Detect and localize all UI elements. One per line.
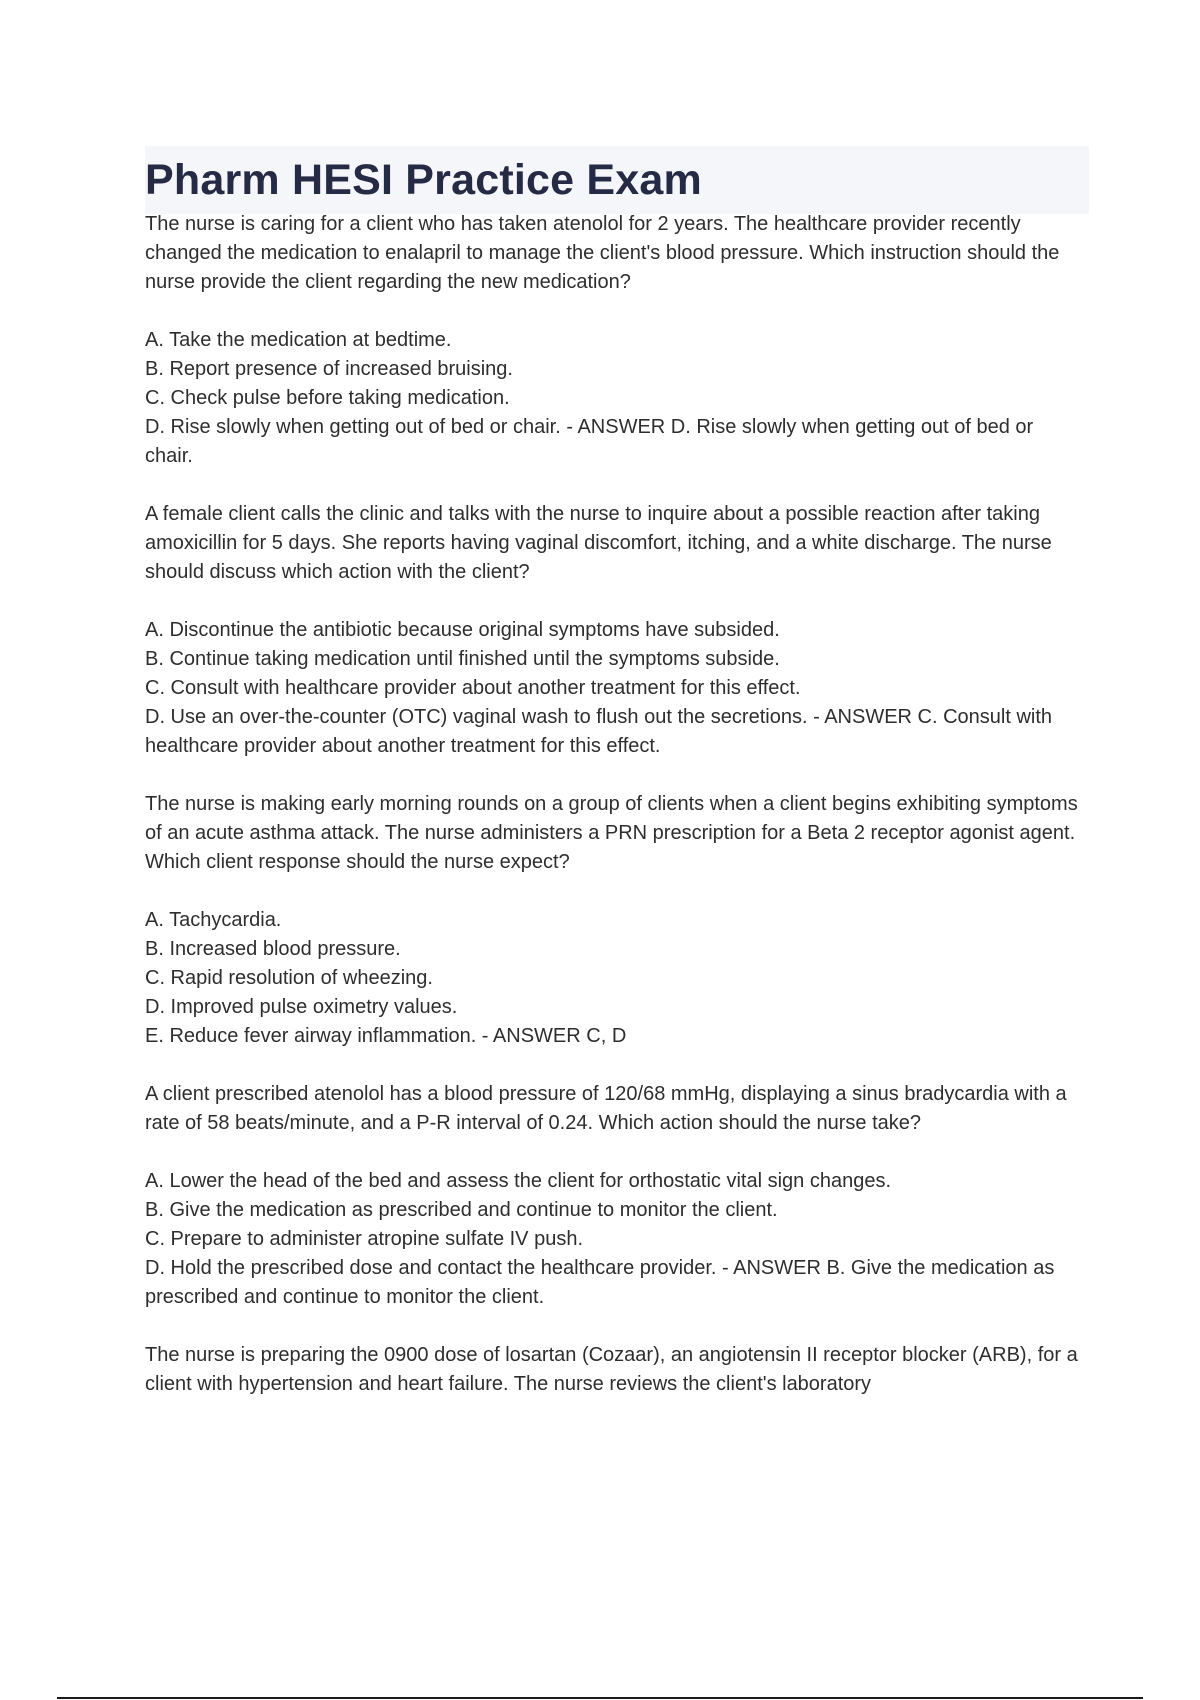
page-title: Pharm HESI Practice Exam [145, 156, 702, 204]
page-bottom-rule [57, 1697, 1143, 1699]
answer-option: A. Take the medication at bedtime. [145, 329, 452, 351]
question-stem: A client prescribed atenolol has a blood pressure of 120/68 mmHg, displaying a sinus bradycardia with a rate of 58 beats/minute, and a P-R interval of 0.24. Which action should the nurse take? [145, 1083, 1067, 1134]
answer-option: D. Hold the prescribed dose and contact the healthcare provider. - ANSWER B. Give the medication as prescribed and continue to monitor the client. [145, 1257, 1055, 1308]
answer-option: D. Improved pulse oximetry values. [145, 996, 458, 1018]
answer-option: B. Report presence of increased bruising. [145, 358, 513, 380]
question-list [145, 210, 1085, 1428]
question-stem: The nurse is making early morning rounds on a group of clients when a client begins exhibiting symptoms of an acute asthma attack. The nurse administers a PRN prescription for a Beta 2 receptor agonist agent. Which client response should the nurse expect? [145, 793, 1078, 873]
answer-option: B. Increased blood pressure. [145, 938, 401, 960]
question-1 [145, 210, 1085, 471]
question-stem: The nurse is preparing the 0900 dose of losartan (Cozaar), an angiotensin II receptor blocker (ARB), for a client with hypertension and heart failure. The nurse reviews the client's laboratory [145, 1344, 1078, 1395]
answer-option: A. Tachycardia. [145, 909, 282, 931]
answer-option: C. Check pulse before taking medication. [145, 387, 510, 409]
answer-option: C. Prepare to administer atropine sulfate IV push. [145, 1228, 584, 1250]
answer-option: C. Rapid resolution of wheezing. [145, 967, 433, 989]
answer-options [145, 906, 1085, 1051]
answer-option: C. Consult with healthcare provider about another treatment for this effect. [145, 677, 801, 699]
question-5 [145, 1341, 1085, 1399]
question-stem: The nurse is caring for a client who has taken atenolol for 2 years. The healthcare provider recently changed the medication to enalapril to manage the client's blood pressure. Which instruction should the nurse provide the client regarding the new medication? [145, 213, 1060, 293]
answer-option: A. Discontinue the antibiotic because original symptoms have subsided. [145, 619, 780, 641]
answer-option: A. Lower the head of the bed and assess the client for orthostatic vital sign changes. [145, 1170, 892, 1192]
question-4 [145, 1080, 1085, 1312]
answer-options [145, 1167, 1085, 1312]
answer-option: B. Give the medication as prescribed and continue to monitor the client. [145, 1199, 778, 1221]
answer-option: D. Use an over-the-counter (OTC) vaginal wash to flush out the secretions. - ANSWER C. Consult with healthcare provider about another treatment for this effect. [145, 706, 1053, 757]
question-3 [145, 790, 1085, 1051]
answer-options [145, 326, 1085, 471]
answer-options [145, 616, 1085, 761]
question-stem: A female client calls the clinic and talks with the nurse to inquire about a possible reaction after taking amoxicillin for 5 days. She reports having vaginal discomfort, itching, and a white discharge. The nurse should discuss which action with the client? [145, 503, 1052, 583]
answer-option: D. Rise slowly when getting out of bed or chair. - ANSWER D. Rise slowly when getting out of bed or chair. [145, 416, 1034, 467]
question-2 [145, 500, 1085, 761]
answer-option: B. Continue taking medication until finished until the symptoms subside. [145, 648, 780, 670]
answer-option: E. Reduce fever airway inflammation. - ANSWER C, D [145, 1025, 627, 1047]
